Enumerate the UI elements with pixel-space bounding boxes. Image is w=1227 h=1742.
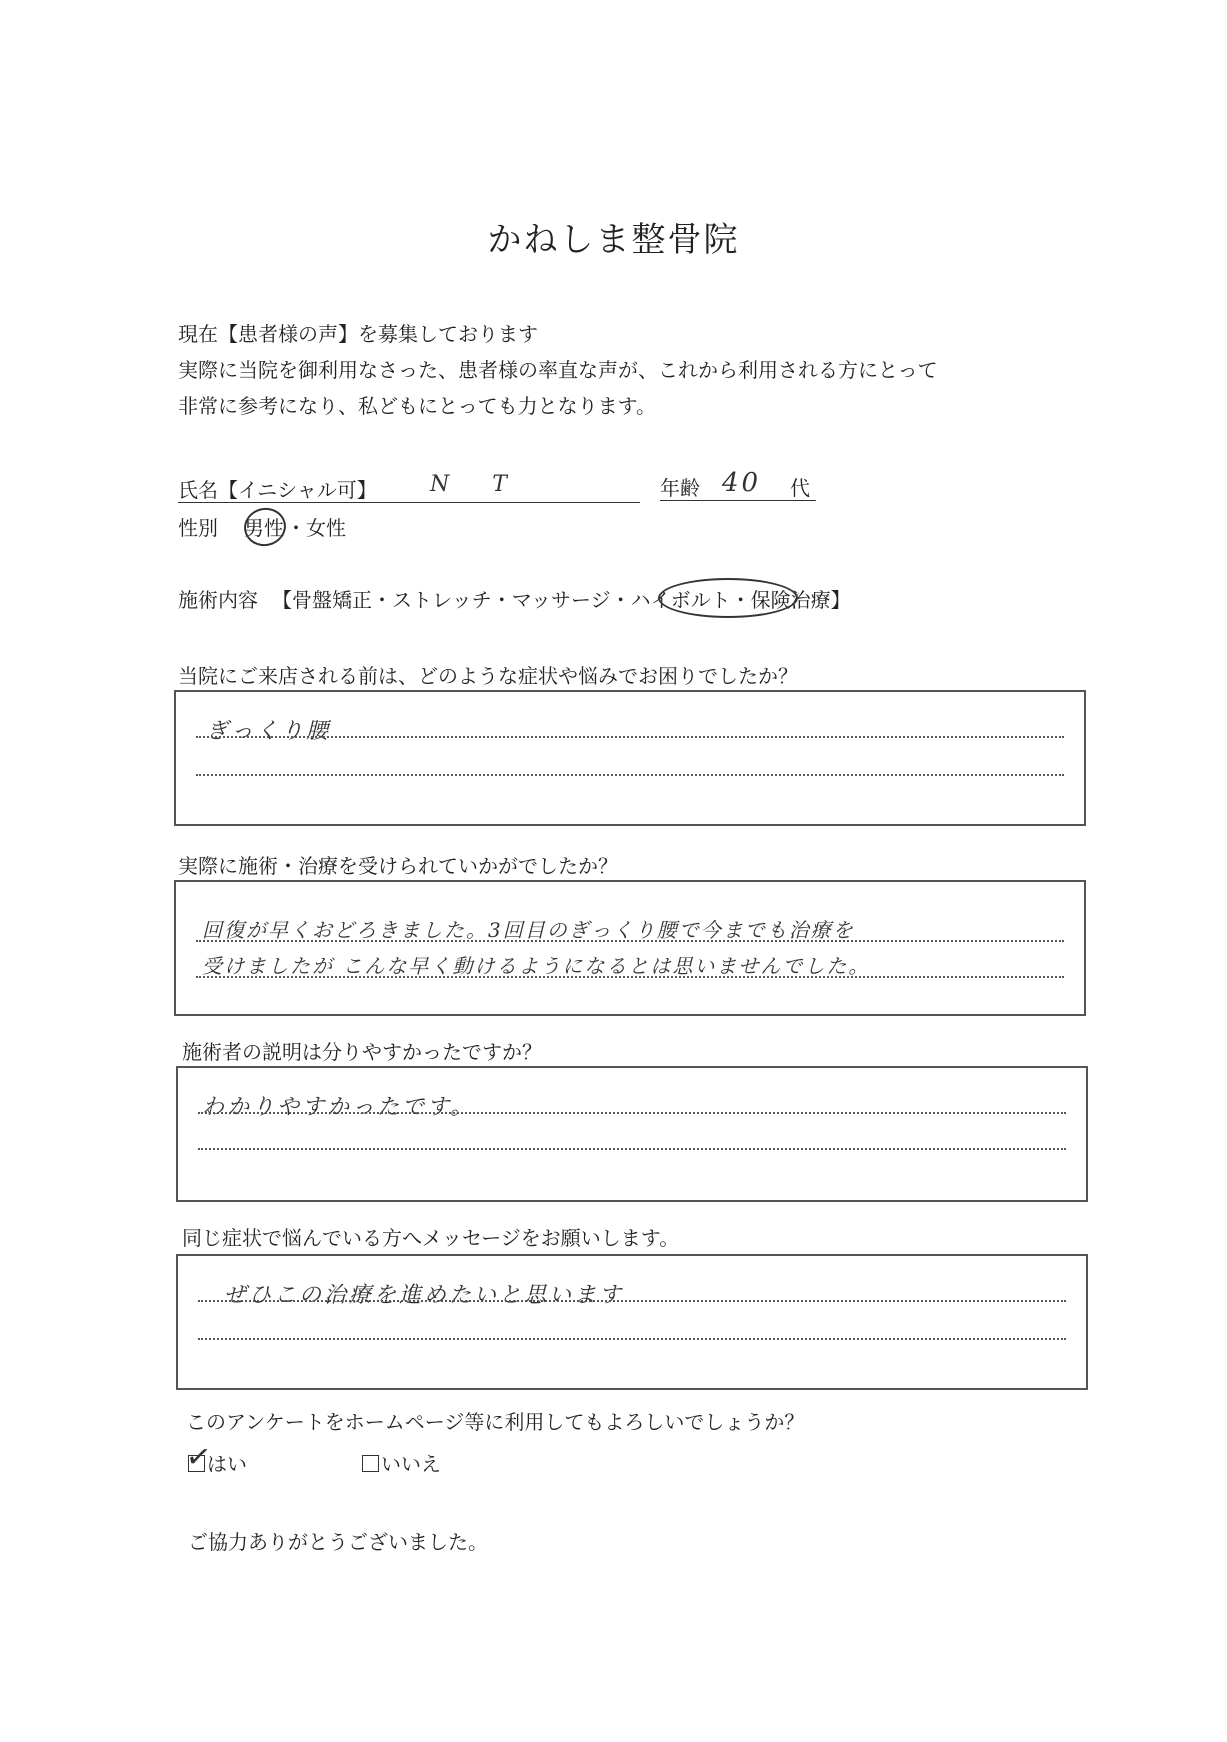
question-1-label: 当院にご来店される前は、どのような症状や悩みでお困りでしたか？ xyxy=(178,664,798,688)
intro-line-3: 非常に参考になり、私どもにとっても力となります。 xyxy=(178,394,656,418)
question-3-label: 施術者の説明は分りやすかったですか？ xyxy=(182,1040,542,1064)
answer-rule xyxy=(198,1338,1066,1340)
answer-rule xyxy=(196,774,1064,776)
question-4-label: 同じ症状で悩んでいる方へメッセージをお願いします。 xyxy=(182,1226,680,1250)
answer-rule xyxy=(198,1148,1066,1150)
closing-message: ご協力ありがとうございました。 xyxy=(188,1530,488,1554)
question-2-label: 実際に施術・治療を受けられていかがでしたか？ xyxy=(178,854,618,878)
question-3-answer-line-1: わかりやすかったです。 xyxy=(202,1095,476,1120)
gender-option-male[interactable]: 男性 xyxy=(244,516,284,540)
question-1-answer-box[interactable] xyxy=(174,690,1086,826)
age-underline xyxy=(660,500,816,501)
treatment-options: 【骨盤矯正・ストレッチ・マッサージ・ハイボルト・保険治療】 xyxy=(272,588,851,612)
question-2-answer-line-1: 回復が早くおどろきました。3回目のぎっくり腰で今までも治療を xyxy=(202,918,855,942)
question-1-answer-line-1: ぎっくり腰 xyxy=(206,719,332,744)
consent-yes-label: はい xyxy=(207,1452,247,1476)
gender-option-female[interactable]: 女性 xyxy=(306,516,346,540)
age-label: 年齢 xyxy=(660,476,700,500)
consent-no-label: いいえ xyxy=(381,1452,441,1476)
treatment-selection-circle xyxy=(658,578,798,618)
gender-selection-circle xyxy=(241,504,290,550)
gender-label: 性別 xyxy=(178,516,218,540)
answer-rule xyxy=(196,976,1064,978)
answer-rule xyxy=(198,1300,1066,1302)
gender-separator: ・ xyxy=(286,516,306,540)
page-title: かねしま整骨院 xyxy=(487,220,740,260)
question-3-answer-box[interactable] xyxy=(176,1066,1088,1202)
question-2-answer-box[interactable] xyxy=(174,880,1086,1016)
check-mark-icon: ✓ xyxy=(183,1438,214,1477)
name-value[interactable]: N T xyxy=(430,472,525,497)
question-4-answer-line-1: ぜひこの治療を進めたいと思います xyxy=(224,1283,625,1308)
intro-line-1: 現在【患者様の声】を募集しております xyxy=(178,322,538,346)
no-checkbox[interactable] xyxy=(362,1455,379,1472)
question-4-answer-box[interactable] xyxy=(176,1254,1088,1390)
age-value[interactable]: 40 xyxy=(722,468,762,498)
question-2-answer-line-2: 受けましたが こんな早く動けるようになるとは思いませんでした。 xyxy=(202,954,871,978)
treatment-label: 施術内容 xyxy=(178,588,258,612)
name-underline xyxy=(178,502,640,503)
answer-rule xyxy=(196,736,1064,738)
answer-rule xyxy=(198,1112,1066,1114)
answer-rule xyxy=(196,940,1064,942)
intro-line-2: 実際に当院を御利用なさった、患者様の率直な声が、これから利用される方にとって xyxy=(178,358,938,382)
name-label: 氏名【イニシャル可】 xyxy=(178,478,377,502)
age-suffix: 代 xyxy=(790,476,810,500)
consent-question: このアンケートをホームページ等に利用してもよろしいでしょうか？ xyxy=(186,1410,805,1434)
consent-no[interactable] xyxy=(362,1448,441,1477)
